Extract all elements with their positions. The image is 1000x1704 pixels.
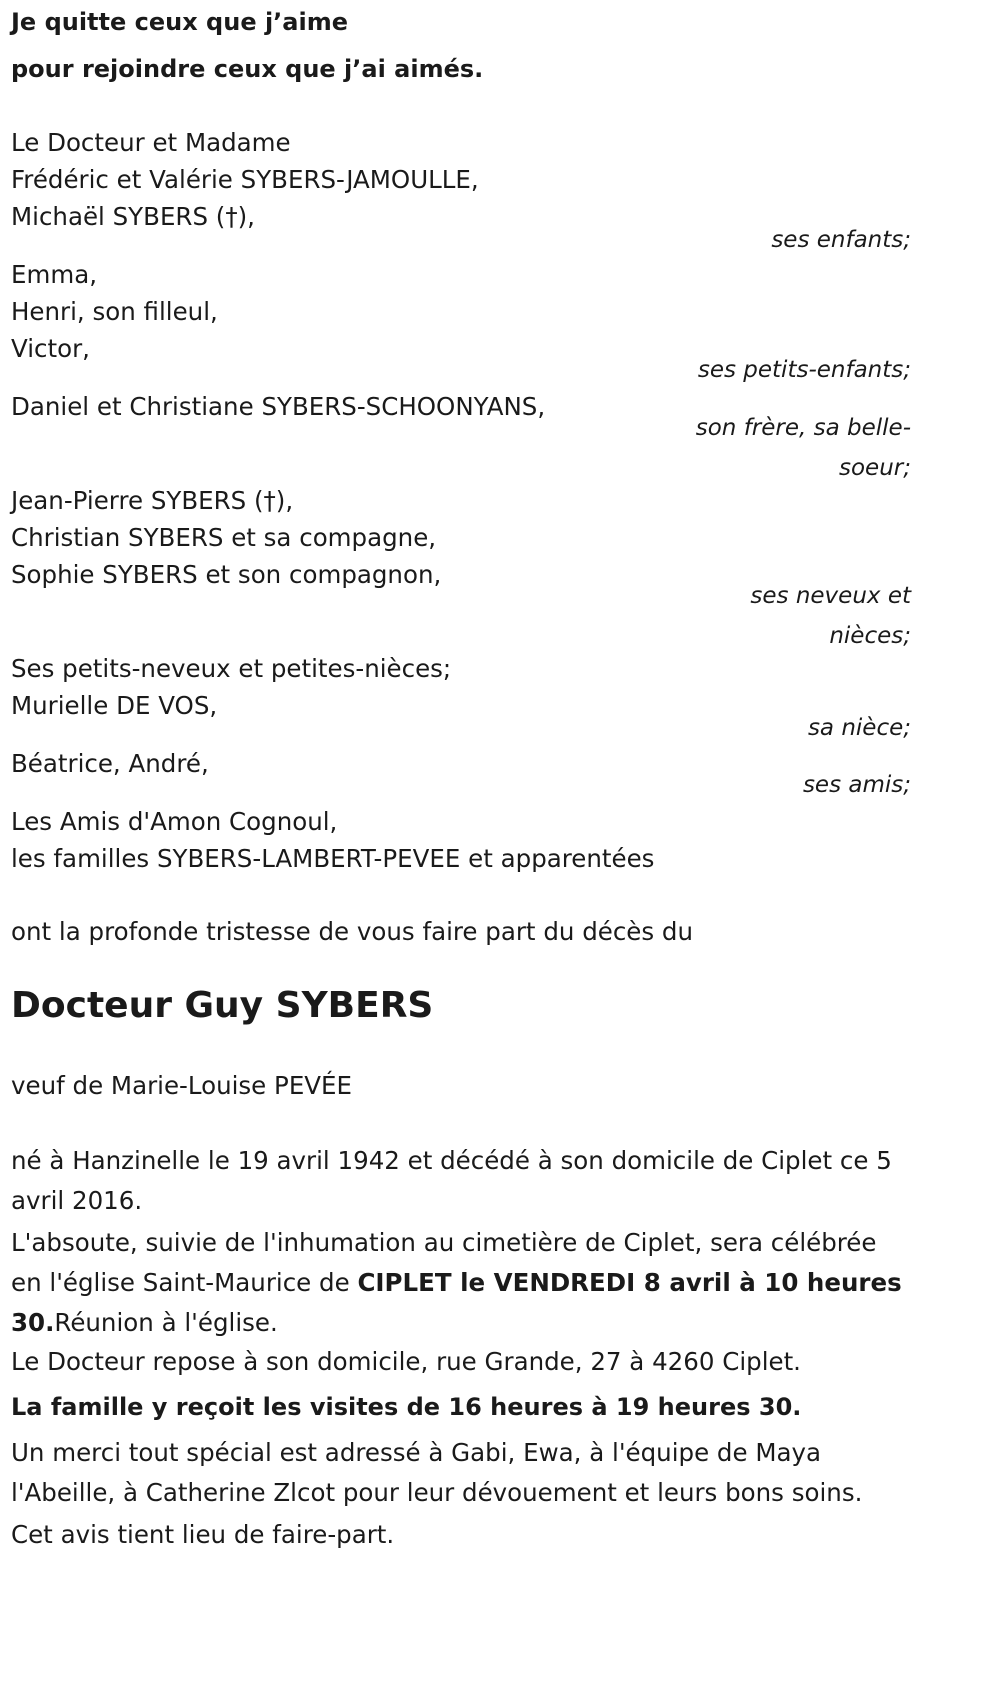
deceased-name: Docteur Guy SYBERS xyxy=(11,985,434,1026)
ceremony-paragraph xyxy=(11,1223,911,1343)
relation-label: ses amis; xyxy=(802,772,911,798)
family-line: Murielle DE VOS, xyxy=(11,691,218,720)
ceremony-date: CIPLET le VENDREDI 8 avril à 10 heures 30. xyxy=(11,1268,902,1337)
rest-paragraph: Le Docteur repose à son domicile, rue Grande, 27 à 4260 Ciplet. xyxy=(11,1347,801,1376)
family-line: Le Docteur et Madame xyxy=(11,128,291,157)
relation-label: ses enfants; xyxy=(771,227,911,253)
family-line: Christian SYBERS et sa compagne, xyxy=(11,523,437,552)
family-line: Michaël SYBERS (†), xyxy=(11,202,255,231)
birth-death-paragraph: né à Hanzinelle le 19 avril 1942 et décédé à son domicile de Ciplet ce 5 avril 2016. xyxy=(11,1146,892,1215)
thanks-paragraph: Un merci tout spécial est adressé à Gabi, Ewa, à l'équipe de Maya l'Abeille, à Catherine Zlcot pour leur dévouement et leurs bons soins. xyxy=(11,1438,863,1507)
family-line: Daniel et Christiane SYBERS-SCHOONYANS, xyxy=(11,392,546,421)
family-line: Henri, son filleul, xyxy=(11,297,218,326)
relation-label: sa nièce; xyxy=(807,715,911,741)
epigraph-line-2: pour rejoindre ceux que j’ai aimés. xyxy=(11,55,484,83)
family-line: Ses petits-neveux et petites-nièces; xyxy=(11,654,452,683)
relation-label: ses petits-enfants; xyxy=(697,357,911,383)
family-line: Frédéric et Valérie SYBERS-JAMOULLE, xyxy=(11,165,479,194)
epigraph-line-1: Je quitte ceux que j’aime xyxy=(11,8,349,36)
notice-paragraph: Cet avis tient lieu de faire-part. xyxy=(11,1520,395,1549)
family-line: Béatrice, André, xyxy=(11,749,209,778)
family-line: Sophie SYBERS et son compagnon, xyxy=(11,560,442,589)
widower-line: veuf de Marie-Louise PEVÉE xyxy=(11,1071,353,1100)
family-line: Victor, xyxy=(11,334,90,363)
family-line: Jean-Pierre SYBERS (†), xyxy=(11,486,294,515)
ceremony-meeting: Réunion à l'église. xyxy=(54,1308,278,1337)
family-line: Emma, xyxy=(11,260,98,289)
visits-paragraph: La famille y reçoit les visites de 16 heures à 19 heures 30. xyxy=(11,1393,802,1421)
announcement-text: ont la profonde tristesse de vous faire part du décès du xyxy=(11,917,693,946)
family-line: les familles SYBERS-LAMBERT-PEVEE et apparentées xyxy=(11,844,655,873)
family-line: Les Amis d'Amon Cognoul, xyxy=(11,807,338,836)
relation-label: son frère, sa belle-soeur; xyxy=(695,415,911,481)
relation-label: ses neveux et nièces; xyxy=(750,583,911,649)
ceremony-intro: L'absoute, suivie de l'inhumation au cimetière de Ciplet, sera célébrée en l'église Saint-Maurice de xyxy=(11,1228,877,1297)
